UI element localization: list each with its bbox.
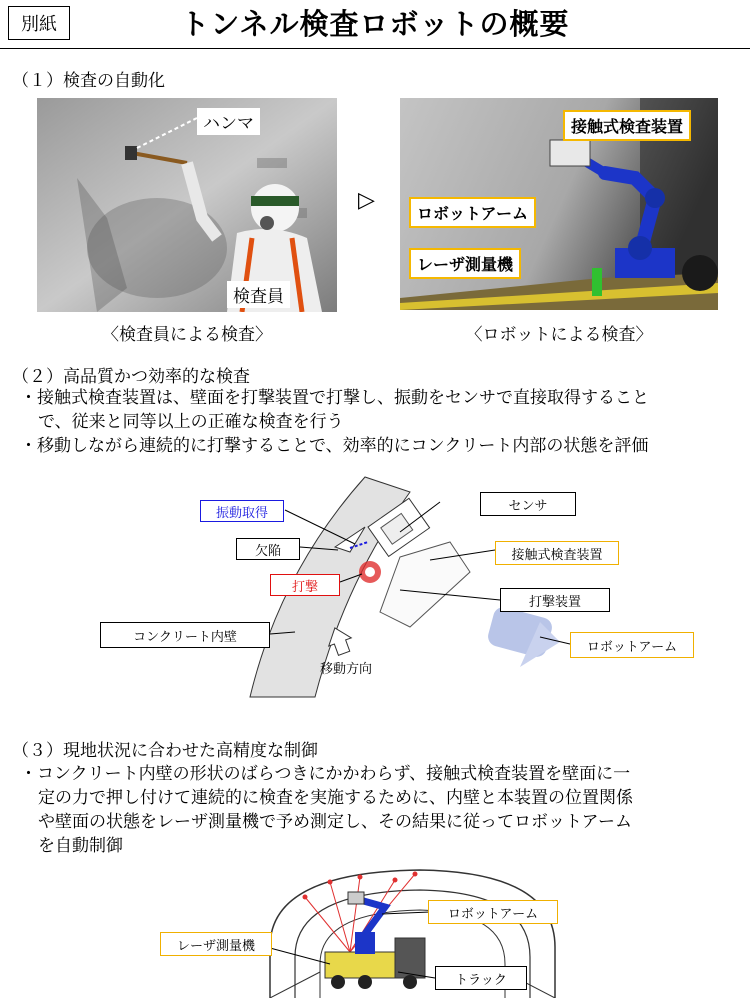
tunnel-laser-label: レーザ測量機 [160,932,272,956]
arm-label: ロボットアーム [409,197,536,228]
inner-wall-label: コンクリート内壁 [100,622,270,648]
tunnel-diagram [160,852,600,998]
device-label: 接触式検査装置 [563,110,691,141]
tunnel-diagram-illustration [160,852,600,998]
section3-line3: や壁面の状態をレーザ測量機で予め測定し、その結果に従ってロボットアーム [38,812,632,832]
strike-device-label: 打撃装置 [500,588,610,612]
robot-photo [400,98,718,310]
inspection-diagram [100,472,720,704]
arm-box-label: ロボットアーム [570,632,694,658]
section3-line4: を自動制御 [38,836,123,856]
direction-label: 移動方向 [320,662,373,677]
strike-label: 打撃 [270,574,340,596]
inspector-photo [37,98,337,312]
truck-label: トラック [435,966,527,990]
section2-bullet1-line1: ・接触式検査装置は、壁面を打撃装置で打撃し、振動をセンサで直接取得すること [20,388,649,408]
section3-line1: ・コンクリート内壁の形状のばらつきにかかわらず、接触式検査装置を壁面に一 [20,764,631,784]
arrow-icon: ▷ [358,188,375,213]
tunnel-arm-label: ロボットアーム [428,900,558,924]
section3-line2: 定の力で押し付けて連続的に検査を実施するために、内壁と本装置の位置関係 [38,788,633,808]
inspection-diagram-illustration [100,472,720,704]
section2-heading: （２）高品質かつ効率的な検査 [12,367,250,387]
vibration-label: 振動取得 [200,500,284,522]
device-box-label: 接触式検査装置 [495,541,619,565]
inspector-caption: 〈検査員による検査〉 [102,325,272,345]
section2-bullet2: ・移動しながら連続的に打撃することで、効率的にコンクリート内部の状態を評価 [20,436,649,456]
page-title: トンネル検査ロボットの概要 [180,7,570,41]
sensor-label: センサ [480,492,576,516]
hammer-label: ハンマ [197,108,260,135]
laser-label: レーザ測量機 [409,248,521,279]
section3-heading: （３）現地状況に合わせた高精度な制御 [12,741,318,761]
section2-bullet1-line2: で、従来と同等以上の正確な検査を行う [38,412,344,432]
inspector-photo-illustration [37,98,337,312]
robot-caption: 〈ロボットによる検査〉 [465,325,653,345]
inspector-label: 検査員 [227,281,290,308]
attachment-tag: 別紙 [8,6,70,40]
header-divider [0,48,750,49]
section1-heading: （１）検査の自動化 [12,71,165,91]
defect-label: 欠陥 [236,538,300,560]
